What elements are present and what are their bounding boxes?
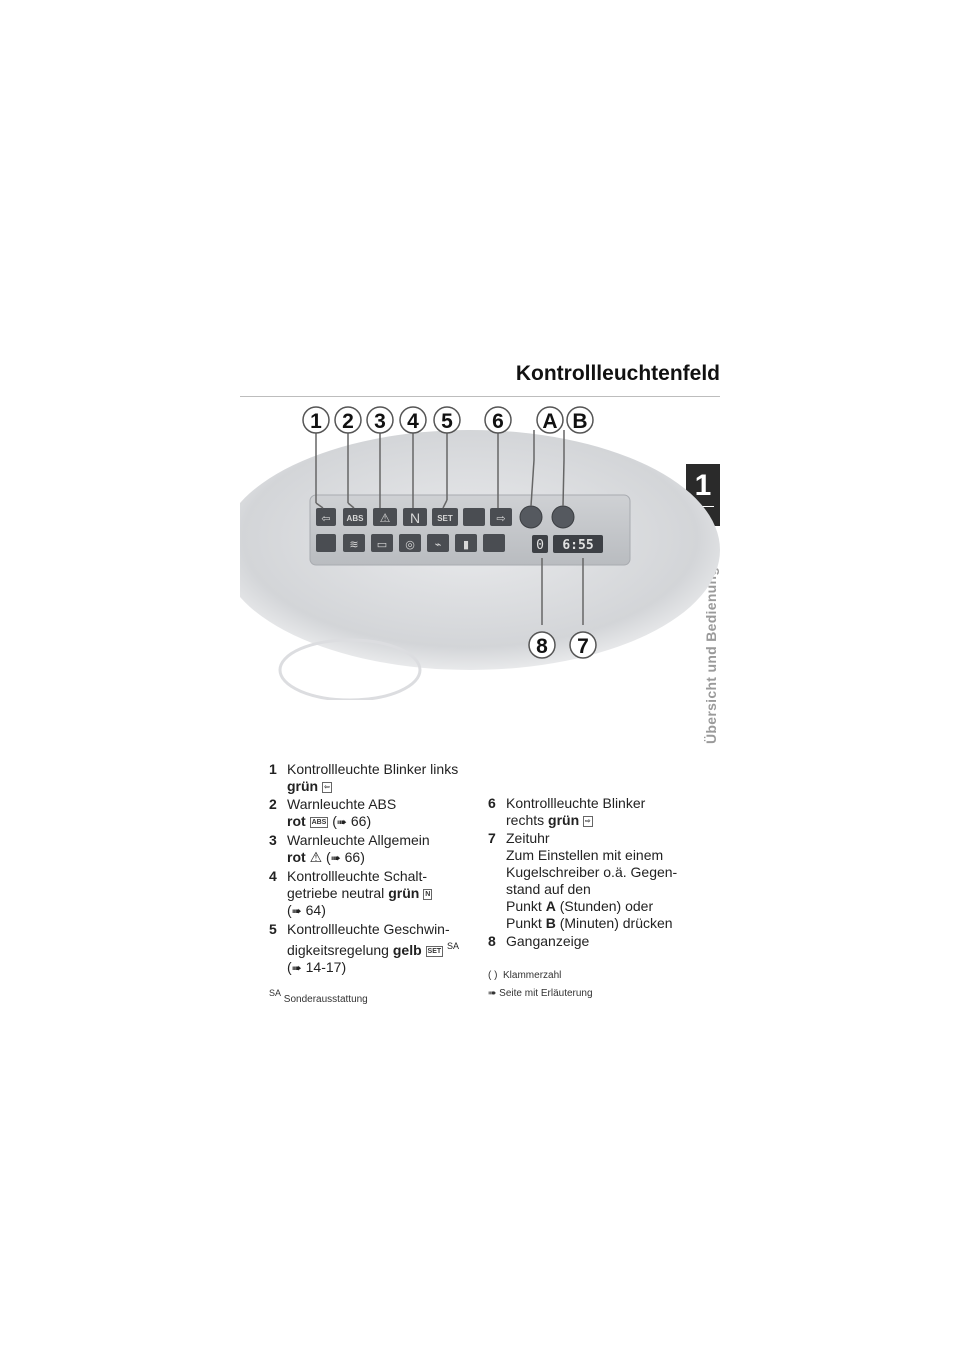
callout-labels-top [303,407,593,433]
page-ref-link[interactable]: 66 [344,849,361,865]
battery-icon: ▭ [376,539,388,551]
abs-icon: ABS [311,819,327,826]
page-title: Kontrollleuchtenfeld [515,362,720,385]
gear-display-value: 0 [536,538,544,553]
set-icon: SET [427,948,442,955]
fuel-icon: ▮ [462,539,470,551]
neutral-icon: N [409,510,421,526]
blank-indicator [463,508,485,526]
chapter-number: 1 [694,469,712,502]
callout-8: 8 [536,635,548,658]
button-b[interactable] [552,506,574,528]
right-turn-icon: ⇨ [496,513,506,525]
callout-a: A [542,410,558,433]
left-turn-icon: ⇦ [321,513,331,525]
indicator-row-2 [316,534,603,553]
legend-item-8: 8 Ganganzeige [488,933,590,949]
legend-item-7: 7 Zeituhr Zum Einstellen mit einem Kugelschreiber o.ä. Gegen- stand auf den Punkt A (Stunden) oder Punkt B (Minuten) drücken [488,830,678,931]
callout-2: 2 [342,410,354,433]
page-ref-arrow-icon: ➠ [291,961,302,975]
lamp-icon: ◎ [405,539,415,551]
clock-display-value: 6:55 [562,538,594,553]
warning-triangle-icon: ⚠ [379,511,391,525]
legend-left [269,761,479,978]
page-ref-arrow-icon: ➠ [488,988,497,999]
abs-icon: ABS [346,514,364,523]
indicator-panel-figure [240,400,720,700]
indicator-panel [310,495,630,565]
callout-b: B [572,410,588,433]
callout-1: 1 [310,410,322,433]
page-ref-link[interactable]: 64 [305,902,322,918]
button-a[interactable] [520,506,542,528]
page-ref-arrow-icon: ➠ [291,904,302,918]
footnote-sa: SA Sonderausstattung [269,988,368,1005]
legend-item-6: 6 Kontrollleuchte Blinker rechts grün ⇨ [488,795,646,828]
page-ref-link[interactable]: 66 [350,813,367,829]
legend-item-2: 2 Warnleuchte ABS rot ABS (➠ 66) [269,796,397,829]
set-icon: SET [437,514,453,523]
header-rule [240,396,720,397]
section-side-title: Übersicht und Bedienung [703,566,719,744]
callout-7: 7 [577,635,589,658]
neutral-icon: N [425,891,431,898]
page-ref-arrow-icon: ➠ [330,851,341,865]
indicator-row-1 [316,506,574,528]
right-turn-icon: ⇨ [585,818,591,825]
footnote-klammerzahl: ( ) Klammerzahl [488,970,562,981]
callout-3: 3 [374,410,386,433]
indicator-r2-1 [316,534,336,552]
legend-item-4: 4 Kontrollleuchte Schalt- getriebe neutral grün N (➠ 64) [269,868,431,918]
coolant-icon: ≋ [349,539,359,551]
page-ref-arrow-icon: ➠ [336,815,347,829]
callout-4: 4 [407,410,419,433]
indicator-r2-7 [483,534,505,552]
legend-item-3: 3 Warnleuchte Allgemein rot ⚠ (➠ 66) [269,832,430,865]
legend-right [488,795,698,951]
warning-triangle-icon: ⚠ [309,849,323,865]
legend-item-5: 5 Kontrollleuchte Geschwin- digkeitsregelung gelb SET $^{SA}$ (➠ 14-17) [269,921,460,975]
page-ref-link[interactable]: 14-17 [305,959,342,975]
left-turn-icon: ⇦ [324,784,330,791]
footnote-seite: ➠ Seite mit Erläuterung [488,988,593,999]
callout-6: 6 [492,410,504,433]
callout-5: 5 [441,410,453,433]
oil-icon: ⌁ [434,539,442,551]
legend-item-1: 1 Kontrollleuchte Blinker links grün ⇦ [269,761,459,794]
